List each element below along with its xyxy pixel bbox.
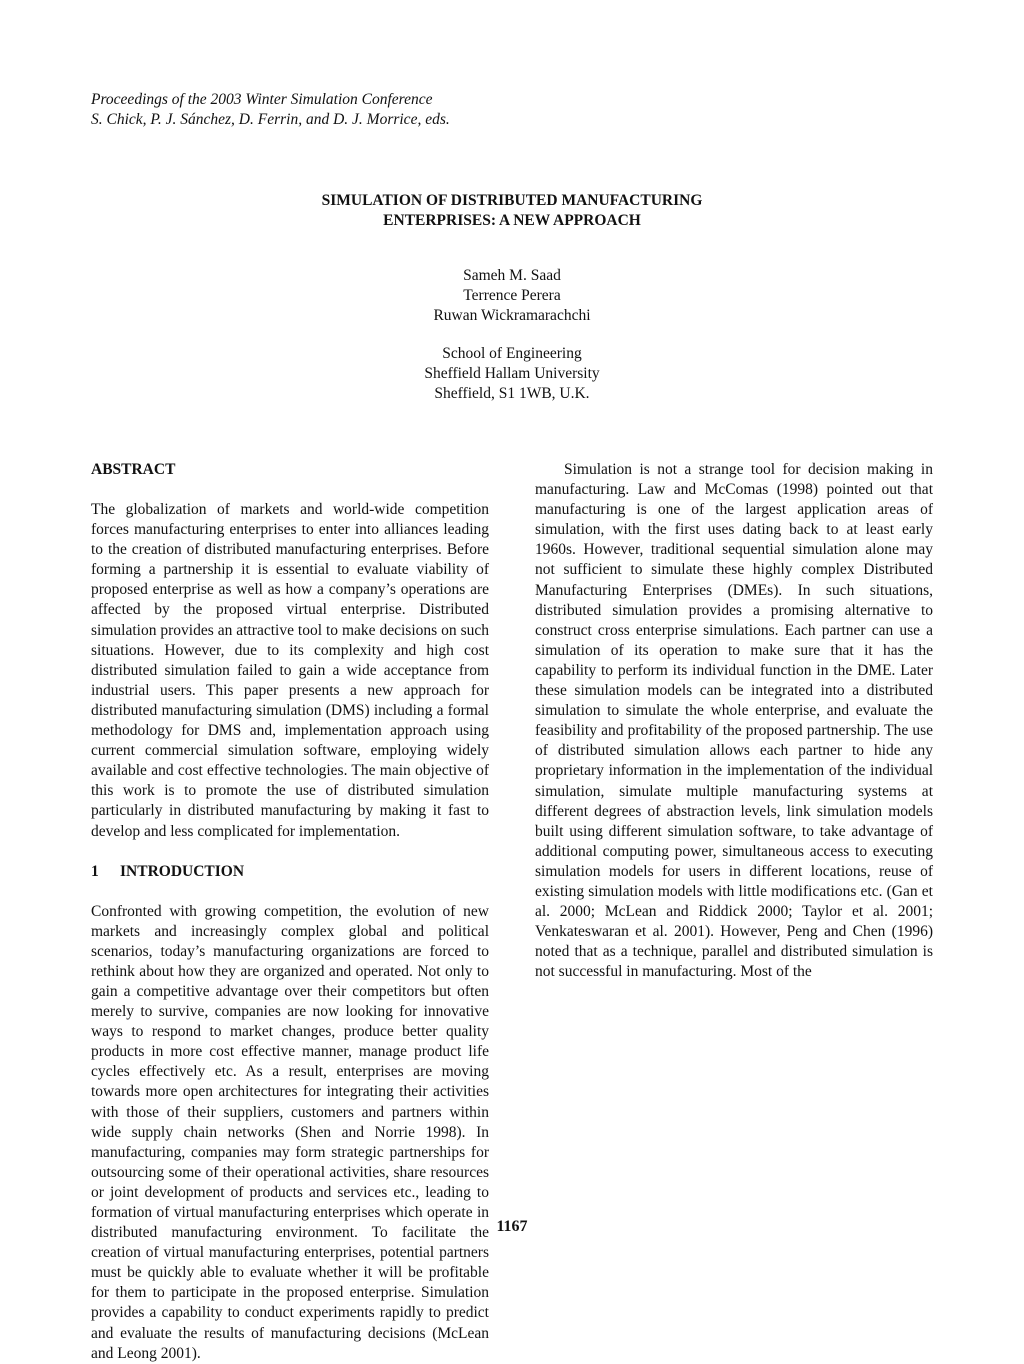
right-column bbox=[535, 460, 933, 982]
affiliation-school: School of Engineering bbox=[442, 345, 582, 362]
affiliation-address: Sheffield, S1 1WB, U.K. bbox=[434, 385, 590, 402]
author-name: Sameh M. Saad bbox=[463, 267, 561, 284]
section-number: 1 bbox=[91, 862, 99, 880]
affiliation-university: Sheffield Hallam University bbox=[424, 365, 600, 382]
introduction-heading bbox=[91, 862, 489, 882]
author-name: Terrence Perera bbox=[463, 287, 561, 304]
proceedings-line-2: S. Chick, P. J. Sánchez, D. Ferrin, and D. J. Morrice, eds. bbox=[91, 111, 450, 128]
affiliation bbox=[0, 344, 1024, 404]
author-list bbox=[0, 266, 1024, 326]
proceedings-header bbox=[91, 90, 450, 130]
author-name: Ruwan Wickramarachchi bbox=[433, 307, 591, 324]
abstract-heading: ABSTRACT bbox=[91, 461, 176, 478]
paper-title bbox=[0, 191, 1024, 231]
page-number: 1167 bbox=[496, 1218, 528, 1235]
intro-paragraph-1: Confronted with growing competition, the evolution of new markets and increasingly complex global and political scenarios, today’s manufacturing organizations are forced to rethink about how they are organized and operated. Not only to gain a competitive advantage over their competitors but often merely to survive, companies are now looking for innovative ways to respond to market changes, produce better quality products in more cost effective manner, manage product life cycles effectively etc. As a result, enterprises are moving towards more open architectures for integrating their activities with those of their suppliers, customers and partners within wide supply chain networks (Shen and Norrie 1998). In manufacturing, companies may form strategic partnerships for outsourcing some of their operational activities, share resources or joint development of products and services etc., leading to formation of virtual manufacturing enterprises which operate in distributed manufacturing environment. To facilitate the creation of virtual manufacturing enterprises, potential partners must be quickly able to evaluate whether it will be profitable for them to participate in the proposed enterprise. Simulation provides a capability to conduct experiments rapidly to predict and evaluate the results of manufacturing decisions (McLean and Leong 2001). bbox=[91, 902, 489, 1362]
abstract-text: The globalization of markets and world-wide competition forces manufacturing enterprises to enter into alliances leading to the creation of distributed manufacturing enterprises. Before forming a partnership it is essential to evaluate viability of proposed enterprise as well as how a company’s operations are affected by the proposed virtual enterprise. Distributed simulation provides an attractive tool to make decisions on such situations. However, due to its complexity and high cost distributed simulation failed to gain a wide acceptance from industrial users. This paper presents a new approach for distributed manufacturing simulation (DMS) including a formal methodology for DMS and, implementation approach using current commercial simulation software, employing widely available and cost effective technologies. The main objective of this work is to promote the use of distributed simulation particularly in distributed manufacturing by making it fast to develop and less complicated for implementation. bbox=[91, 501, 489, 840]
section-title: INTRODUCTION bbox=[120, 862, 245, 880]
title-line-2: ENTERPRISES: A NEW APPROACH bbox=[383, 212, 641, 229]
proceedings-line-1: Proceedings of the 2003 Winter Simulation Conference bbox=[91, 91, 433, 108]
intro-paragraph-2: Simulation is not a strange tool for decision making in manufacturing. Law and McComas (1998) pointed out that manufacturing is one of the largest application areas of simulation, with the first uses dating back to at least early 1960s. However, traditional sequential simulation alone may not sufficient to simulate these highly complex Distributed Manufacturing Enterprises (DMEs). In such situations, distributed simulation provides a promising alternative to construct cross enterprise simulations. Each partner can use a simulation of its operation to make sure that it has the capability to perform its individual function in the DME. Later these simulation models can be integrated into a distributed simulation to simulate the whole enterprise, and evaluate the feasibility and profitability of the proposed partnership. The use of distributed simulation allows each partner to hide any proprietary information in the implementation of the individual simulation, simulate multiple manufacturing systems at different degrees of abstraction levels, link simulation models built using different simulation software, to take advantage of additional computing power, simultaneous access to executing simulation models for users in different locations, reuse of existing simulation models with little modifications etc. (Gan et al. 2000; McLean and Riddick 2000; Taylor et al. 2001; Venkateswaran et al. 2001). However, Peng and Chen (1996) noted that as a technique, parallel and distributed simulation is not successful in manufacturing. Most of the bbox=[535, 461, 933, 981]
title-line-1: SIMULATION OF DISTRIBUTED MANUFACTURING bbox=[321, 192, 703, 209]
